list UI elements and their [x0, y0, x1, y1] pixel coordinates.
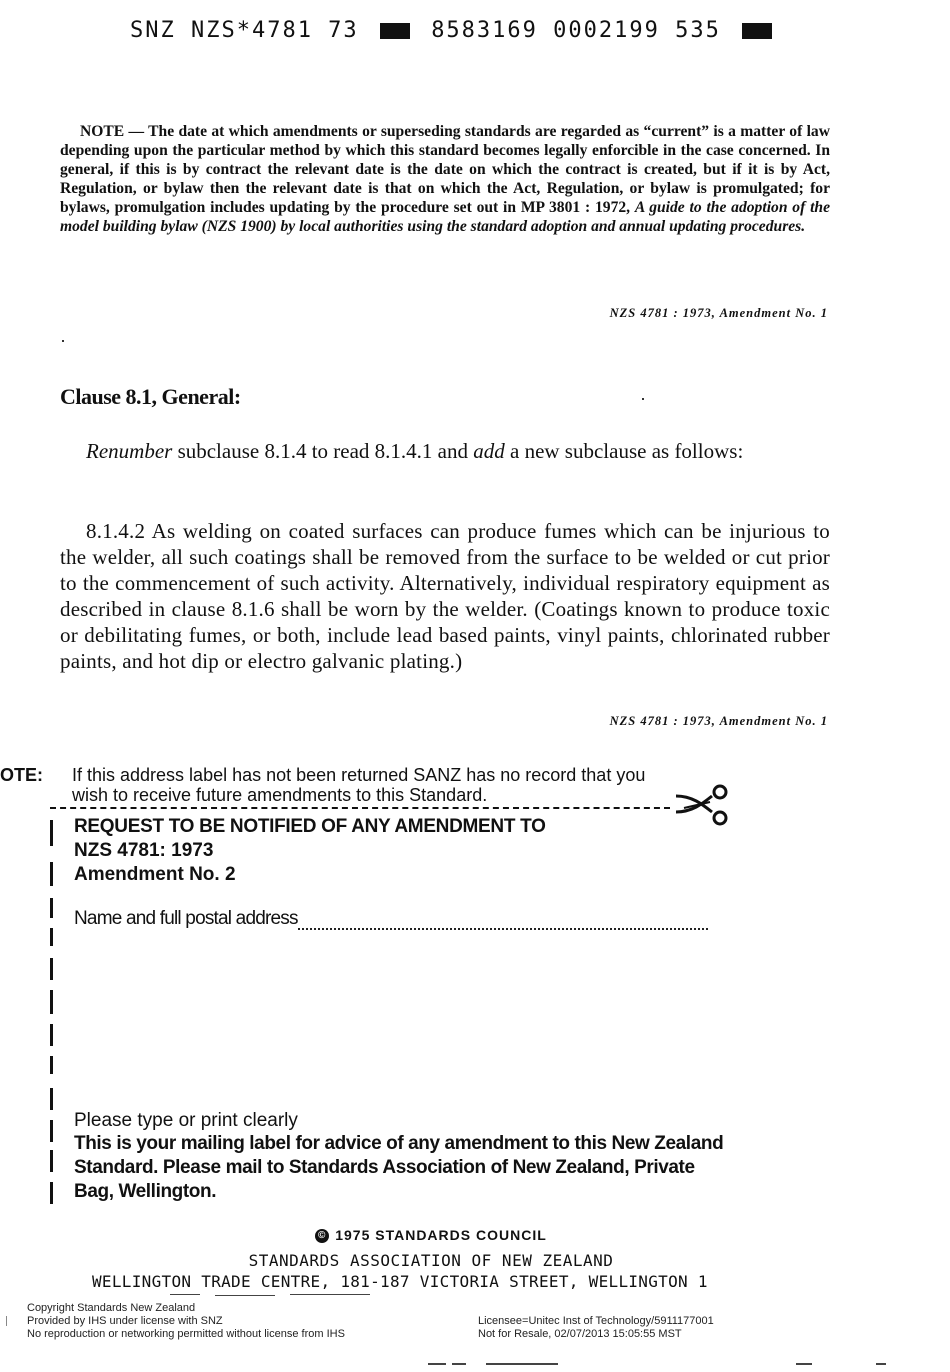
clause-heading: Clause 8.1, General: — [60, 384, 241, 409]
renumber-word: Renumber — [86, 439, 173, 463]
redaction-block — [742, 23, 772, 39]
license-line: Copyright Standards New Zealand — [27, 1302, 196, 1314]
scan-speck — [62, 340, 64, 342]
renumber-middle: subclause 8.1.4 to read 8.1.4.1 and — [172, 439, 474, 463]
license-left — [27, 1302, 345, 1341]
copyright-line — [0, 1227, 862, 1243]
request-title: REQUEST TO BE NOTIFIED OF ANY AMENDMENT TO — [74, 816, 546, 837]
association-address: WELLINGTON TRADE CENTRE, 181-187 VICTORIA STREET, WELLINGTON 1 — [92, 1272, 708, 1291]
address-field-label: Name and full postal address — [74, 908, 298, 929]
license-line: Provided by IHS under license with SNZ — [27, 1315, 223, 1327]
address-field-2[interactable] — [74, 953, 720, 971]
license-line: No reproduction or networking permitted without license from IHS — [27, 1328, 345, 1340]
note-lead: NOTE — [80, 123, 125, 140]
subclause-8-1-4-2 — [60, 518, 830, 674]
note-prefix: OTE: — [0, 765, 43, 785]
address-field-1[interactable] — [74, 908, 720, 932]
renumber-end: a new subclause as follows: — [504, 439, 744, 463]
header-code-part1: SNZ NZS*4781 73 — [130, 18, 359, 43]
copyright-symbol: © — [315, 1229, 329, 1243]
mailing-instruction: This is your mailing label for advice of any amendment to this New Zealand Standard. Please mail to Standards Association of New Zealand, Private Bag, Wellington. — [74, 1133, 724, 1202]
add-word: add — [473, 439, 505, 463]
scissors-icon — [672, 782, 734, 828]
subclause-text: 8.1.4.2 As welding on coated surfaces can produce fumes which can be injurious to the welder, all such coatings shall be removed from the surface to be welded or cut prior to the commencement of such activity. Alternatively, individual respiratory equipment as described in clause 8.1.6 shall be worn by the welder. (Coatings known to produce toxic or debilitating fumes, or both, include lead based paints, vinyl paints, chlorinated rubber paints, and hot dip or electro galvanic plating.) — [60, 519, 830, 673]
license-line: Licensee=Unitec Inst of Technology/5911177001 — [478, 1315, 714, 1327]
note-guide-title: A guide to the adoption of the model building bylaw (NZS 1900) by local authorities using the standard adoption and annual updating procedures. — [60, 199, 831, 235]
amendment-number: Amendment No. 2 — [74, 864, 236, 885]
standard-number: NZS 4781: 1973 — [74, 840, 214, 861]
document-code-header — [130, 18, 778, 43]
address-field-4[interactable] — [74, 1045, 720, 1063]
print-instruction: Please type or print clearly — [74, 1110, 298, 1131]
scan-speck — [642, 398, 644, 400]
renumber-instruction — [60, 438, 830, 465]
license-right — [478, 1315, 714, 1341]
address-field-3[interactable] — [74, 999, 720, 1017]
amendment-reference: NZS 4781 : 1973, Amendment No. 1 — [609, 306, 828, 320]
cut-edge-marks — [50, 810, 53, 1205]
amendment-reference: NZS 4781 : 1973, Amendment No. 1 — [609, 714, 828, 728]
label-note: If this address label has not been returned SANZ has no record that you wish to receive future amendments to this Standard. — [72, 765, 646, 805]
copyright-text: 1975 STANDARDS COUNCIL — [335, 1227, 547, 1243]
note-paragraph — [60, 122, 830, 236]
header-code-part2: 8583169 0002199 535 — [431, 18, 721, 43]
request-block — [74, 815, 546, 887]
cut-line — [50, 807, 670, 809]
note-text: — The date at which amendments or superseding standards are regarded as “current” is a matter of law depending upon the particular method by which this standard becomes legally enforcible in the case concerned. In general, if this is by contract the relevant date is the date on which the contract is created, but if it is by Act, Regulation, or bylaw then the relevant date is that on which the Act, Regulation, or bylaw is promulgated; for bylaws, promulgation includes updating by the procedure set out in MP 3801 : 1972, — [60, 123, 830, 216]
redaction-block — [380, 23, 410, 39]
scan-mark — [6, 1316, 7, 1326]
license-line: Not for Resale, 02/07/2013 15:05:55 MST — [478, 1328, 682, 1340]
association-name: STANDARDS ASSOCIATION OF NEW ZEALAND — [248, 1251, 614, 1270]
